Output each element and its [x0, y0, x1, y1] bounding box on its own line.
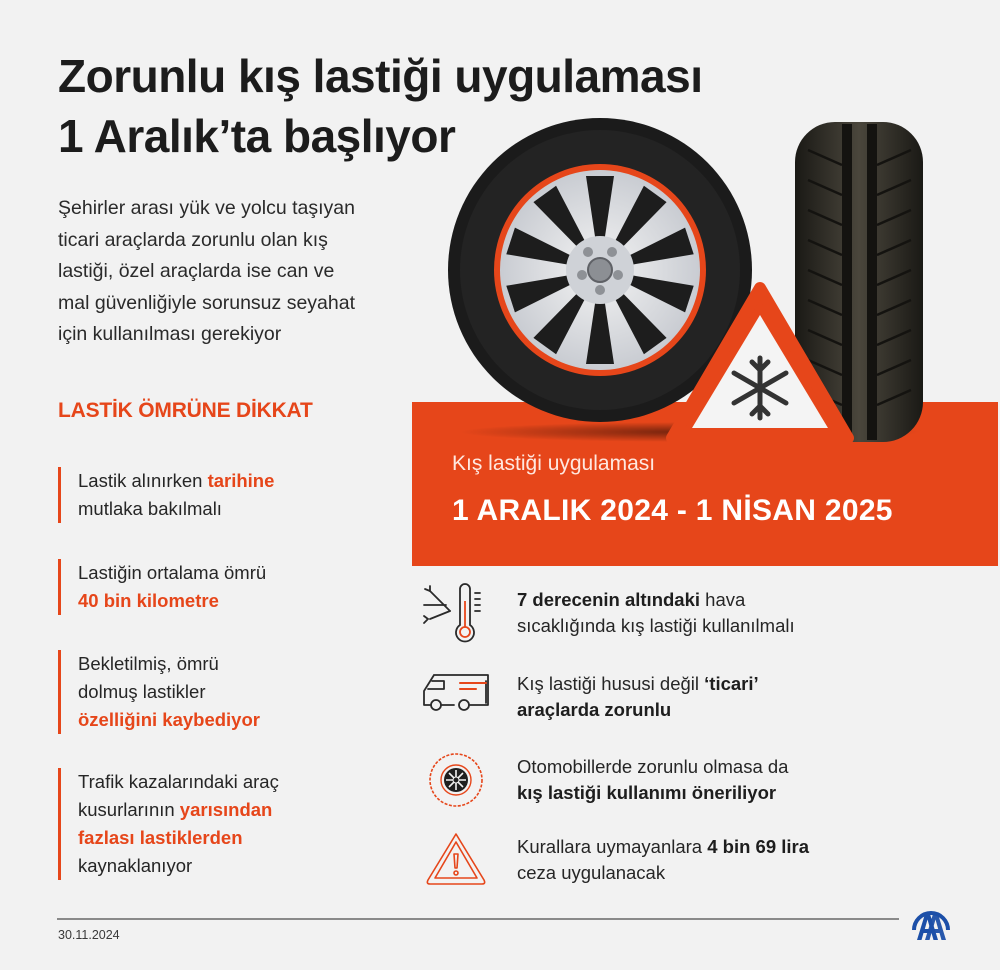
fact-text: [517, 754, 788, 806]
tip-text: Lastiğin ortalama ömrü: [78, 562, 267, 583]
warning-icon: [420, 830, 492, 890]
fact-text: [517, 834, 809, 886]
tip-text: Lastik alınırken: [78, 470, 208, 491]
tip-text: dolmuş lastikler: [78, 681, 206, 702]
fact-bold: araçlarda zorunlu: [517, 699, 672, 720]
aa-logo-icon: [908, 900, 954, 942]
intro-paragraph: [58, 193, 418, 351]
intro-line: mal güvenliğiyle sorunsuz seyahat: [58, 291, 355, 314]
intro-line: Şehirler arası yük ve yolcu taşıyan: [58, 197, 355, 219]
section-heading: LASTİK ÖMRÜNE DİKKAT: [58, 399, 313, 422]
tip-highlight: yarısından: [179, 799, 273, 820]
tip-item: [58, 559, 378, 615]
fact-item: [420, 830, 940, 890]
fact-bold: ‘ticari’: [704, 673, 759, 694]
tip-text: Trafik kazalarındaki araç: [78, 771, 279, 792]
fact-plain: Otomobillerde zorunlu olmasa da: [517, 756, 789, 777]
tip-highlight: 40 bin kilometre: [78, 590, 219, 611]
fact-plain: Kurallara uymayanlara: [517, 836, 708, 857]
tip-item: [58, 768, 378, 880]
tire-illustration: [440, 110, 1000, 450]
cold-thermometer-icon: [420, 583, 492, 643]
tip-text: kaynaklanıyor: [78, 855, 193, 876]
fact-plain: sıcaklığında kış lastiği kullanılmalı: [517, 615, 795, 636]
fact-item: [420, 583, 940, 643]
fact-bold: 7 derecenin altındaki: [517, 589, 701, 610]
intro-line: için kullanılması gerekiyor: [58, 323, 282, 345]
title-line-2: 1 Aralık’ta başlıyor: [58, 110, 456, 162]
fact-text: [517, 587, 795, 639]
tip-text: mutlaka bakılmalı: [78, 498, 222, 519]
tip-item: [58, 650, 378, 734]
fact-plain: ceza uygulanacak: [517, 862, 666, 883]
banner-date-range: 1 ARALIK 2024 - 1 NİSAN 2025: [452, 494, 893, 527]
fact-item: [420, 750, 940, 810]
tip-text: kusurlarının: [78, 799, 180, 820]
intro-line: ticari araçlarda zorunlu olan kış: [58, 228, 328, 251]
fact-plain: Kış lastiği hususi değil: [517, 673, 705, 694]
fact-bold: 4 bin 69 lira: [707, 836, 810, 857]
title-line-1: Zorunlu kış lastiği uygulaması: [58, 50, 703, 102]
tip-item: [58, 467, 378, 523]
fact-item: [420, 667, 940, 727]
fact-plain: hava: [700, 589, 746, 610]
banner-subtitle: Kış lastiği uygulaması: [452, 452, 656, 475]
tip-text: Bekletilmiş, ömrü: [78, 653, 219, 674]
fact-text: [517, 671, 759, 723]
tip-highlight: özelliğini kaybediyor: [78, 709, 260, 730]
footer-divider: [57, 918, 899, 920]
publish-date: 30.11.2024: [58, 928, 120, 942]
intro-line: lastiği, özel araçlarda ise can ve: [58, 260, 335, 282]
tip-highlight: tarihine: [207, 470, 275, 491]
fact-bold: kış lastiği kullanımı öneriliyor: [517, 782, 777, 803]
tip-highlight: fazlası lastiklerden: [78, 827, 243, 848]
van-icon: [420, 667, 492, 727]
tire-icon: [420, 750, 492, 810]
